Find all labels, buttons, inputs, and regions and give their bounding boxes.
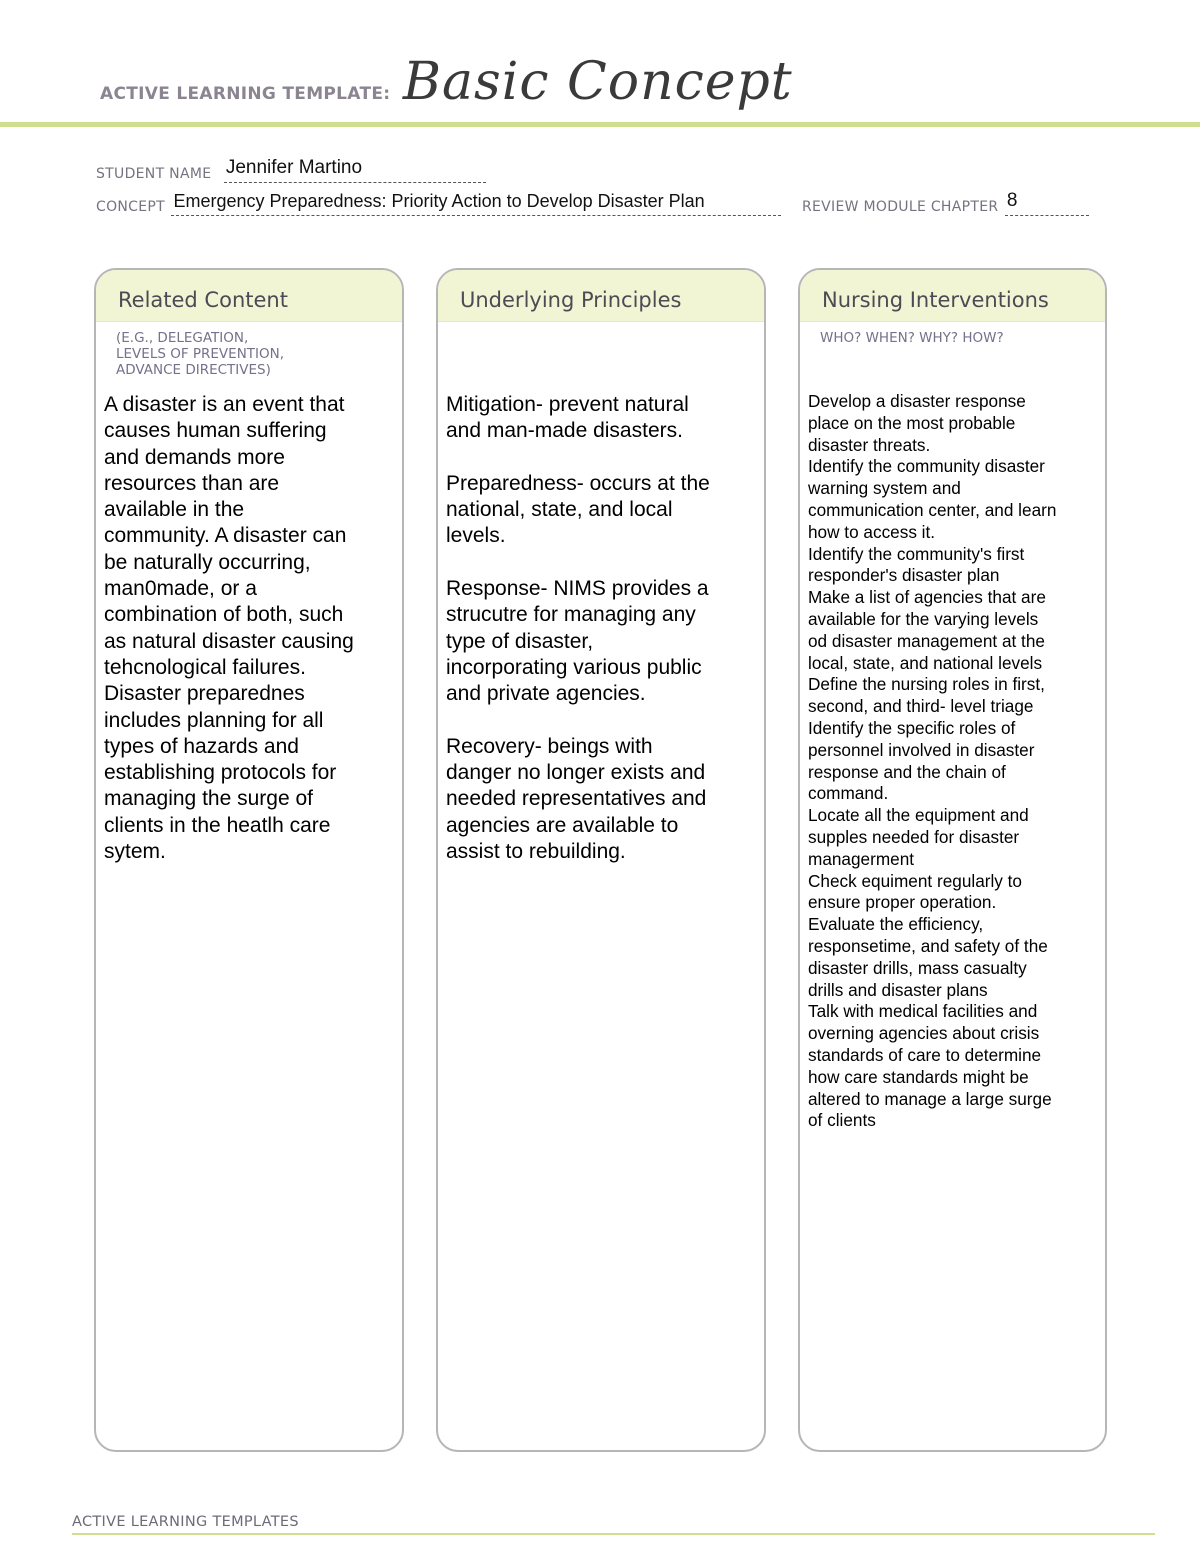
underlying-principles-panel (436, 268, 766, 1452)
nursing-interventions-title: Nursing Interventions (822, 288, 1049, 312)
concept-field[interactable] (171, 191, 781, 216)
student-name-field[interactable] (224, 158, 486, 183)
student-name-label: STUDENT NAME (96, 166, 212, 182)
related-content-text[interactable]: A disaster is an event that causes human suffering and demands more resources than are available in the community. A disaster can be naturally occurring, man0made, or a combination of both, such as natural disaster causing tehcnological failures. Disaster preparednes includes planning for all types of hazards and establishing protocols for managing the surge of clients in the heatlh care sytem. (104, 393, 354, 864)
chapter-label: REVIEW MODULE CHAPTER (802, 199, 999, 215)
concept-row (96, 191, 781, 216)
concept-label: CONCEPT (96, 199, 165, 215)
nursing-interventions-header (800, 270, 1105, 322)
underlying-principles-header (438, 270, 764, 322)
nursing-interventions-panel (798, 268, 1107, 1452)
related-content-panel (94, 268, 404, 1452)
template-header (100, 52, 793, 122)
template-label: ACTIVE LEARNING TEMPLATE: (100, 84, 391, 104)
template-title: Basic Concept (402, 52, 793, 112)
chapter-field[interactable] (1005, 191, 1089, 216)
student-name-value: Jennifer Martino (225, 157, 363, 178)
underlying-principles-title: Underlying Principles (460, 288, 682, 312)
related-content-subtitle: (E.G., DELEGATION, LEVELS OF PREVENTION, ADVANCE DIRECTIVES) (116, 330, 285, 378)
chapter-row (802, 191, 1089, 216)
related-content-title: Related Content (118, 288, 288, 312)
related-content-header (96, 270, 402, 322)
nursing-interventions-subtitle: WHO? WHEN? WHY? HOW? (820, 330, 1004, 346)
underlying-principles-text[interactable]: Mitigation- prevent natural and man-made disasters. Preparedness- occurs at the national, state, and local levels. Response- NIMS provides a strucutre for managing any type of disaster, incorporating various public and private agencies. Recovery- beings with danger no longer exists and needed representatives and agencies are available to assist to rebuilding. (446, 393, 710, 864)
concept-value: Emergency Preparedness: Priority Action to Develop Disaster Plan (173, 191, 705, 211)
chapter-value: 8 (1006, 190, 1018, 211)
student-name-row (96, 158, 486, 183)
nursing-interventions-text[interactable]: Develop a disaster response place on the most probable disaster threats. Identify the community disaster warning system and communication center, and learn how to access it. Identify the community's first responder's disaster plan Make a list of agencies that are available for the varying levels od disaster management at the local, state, and national levels Define the nursing roles in first, second, and third- level triage Identify the specific roles of personnel involved in disaster response and the chain of command. Locate all the equipment and supples needed for disaster managerment Check equiment regularly to ensure proper operation. Evaluate the efficiency, responsetime, and safety of the disaster drills, mass casualty drills and disaster plans Talk with medical facilities and overning agencies about crisis standards of care to determine how care standards might be altered to manage a large surge of clients (808, 391, 1057, 1131)
header-divider (0, 122, 1200, 127)
footer-label: ACTIVE LEARNING TEMPLATES (72, 1514, 299, 1530)
footer-divider (72, 1533, 1155, 1535)
